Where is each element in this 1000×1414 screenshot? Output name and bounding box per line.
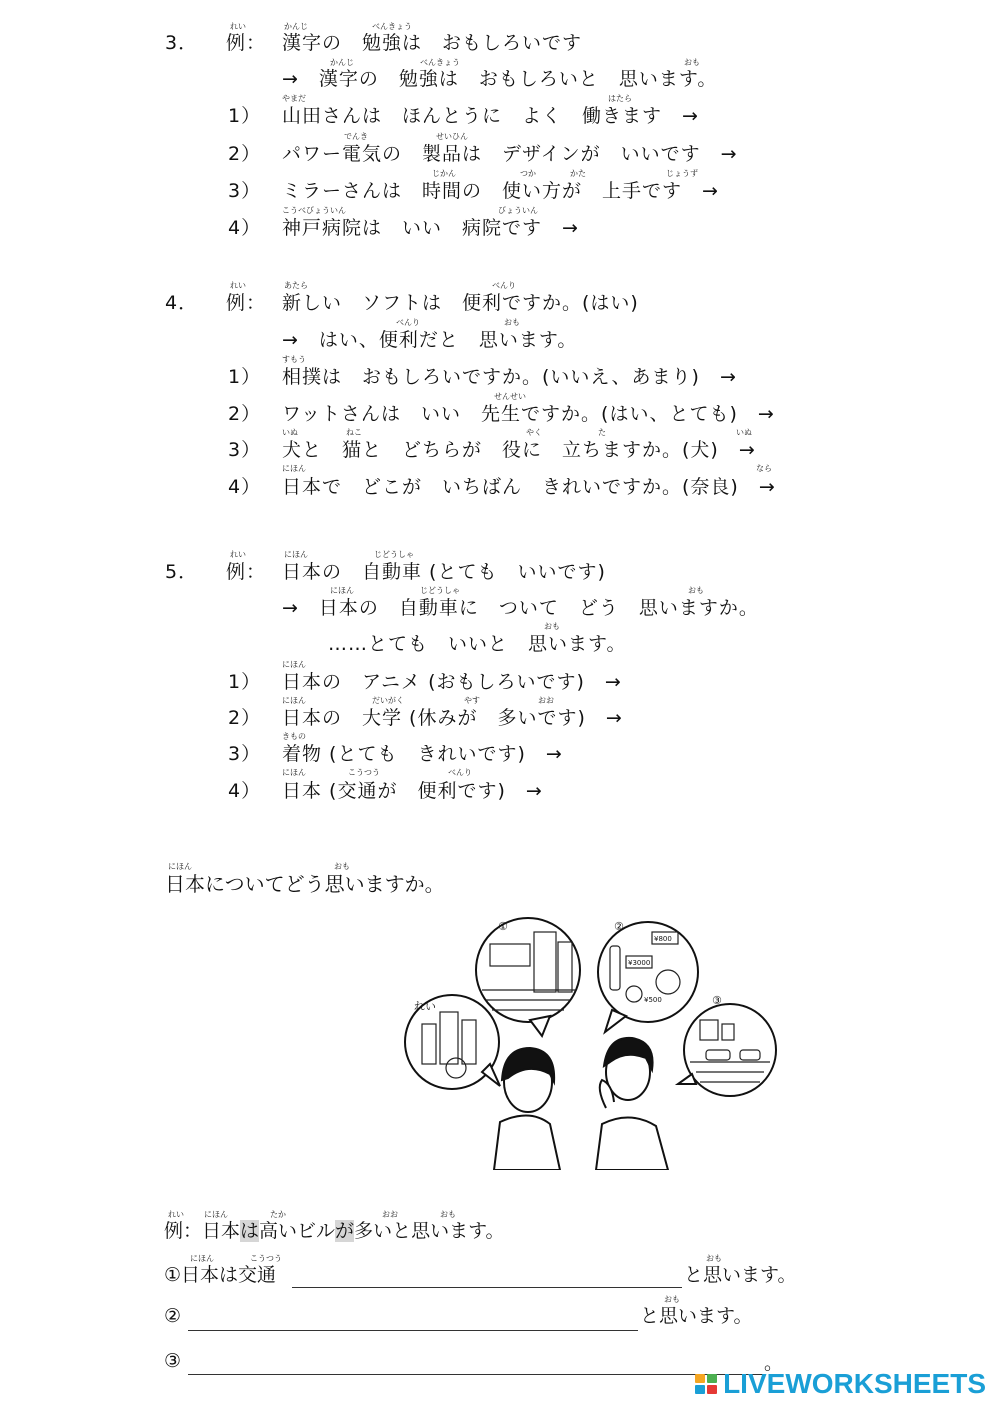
highlighted-particle: が: [335, 1220, 355, 1242]
logo-icon: [695, 1374, 719, 1394]
furigana: せいひん: [436, 132, 468, 141]
furigana: にほん: [282, 660, 306, 669]
furigana: れい: [168, 1210, 184, 1219]
furigana: せんせい: [494, 392, 526, 401]
furigana: べんり: [448, 768, 472, 777]
furigana: こうつう: [348, 768, 380, 777]
furigana: やまだ: [282, 94, 306, 103]
item-sentence: 日本 (交通が 便利です) →: [282, 780, 543, 802]
answer-blank-3[interactable]: [188, 1374, 764, 1375]
furigana: かんじ: [284, 22, 308, 31]
item-sentence: 日本の アニメ (おもしろいです) →: [282, 671, 622, 693]
furigana: かんじ: [330, 58, 354, 67]
furigana: こうべびょういん: [282, 206, 346, 215]
furigana: つか: [520, 169, 536, 178]
furigana: きもの: [282, 732, 306, 741]
furigana: でんき: [344, 132, 368, 141]
illustration-label: ③: [712, 994, 722, 1007]
item-sentence: パワー電気の 製品は デザインが いいです →: [282, 143, 738, 165]
liveworksheets-logo[interactable]: [695, 1368, 986, 1400]
furigana: あたら: [284, 281, 308, 290]
furigana: おも: [688, 586, 704, 595]
furigana: おも: [334, 862, 350, 871]
example-label: 例：: [226, 32, 267, 54]
furigana: やす: [464, 696, 480, 705]
example-end: 多いと思います。: [354, 1220, 505, 1242]
item-number: 1）: [228, 671, 262, 693]
question-1-suffix: と思います。: [684, 1264, 797, 1286]
furigana: おも: [664, 1295, 680, 1304]
question-1-prefix: ①日本は交通: [164, 1264, 277, 1286]
furigana: おも: [440, 1210, 456, 1219]
furigana: やく: [526, 428, 542, 437]
item-sentence: 山田さんは ほんとうに よく 働きます →: [282, 105, 699, 127]
item-sentence: ワットさんは いい 先生ですか。(はい、とても) →: [282, 403, 775, 425]
furigana: びょういん: [498, 206, 538, 215]
item-number: 1）: [228, 105, 262, 127]
furigana: おお: [382, 1210, 398, 1219]
furigana: にほん: [282, 464, 306, 473]
question-2-suffix: と思います。: [640, 1305, 753, 1327]
item-number: 3）: [228, 743, 262, 765]
example-answer: → はい、便利だと 思います。: [282, 329, 578, 351]
item-number: 3）: [228, 180, 262, 202]
section-number: 5．: [165, 561, 199, 583]
furigana: ねこ: [346, 428, 362, 437]
illustration-label: ②: [614, 920, 624, 933]
furigana: た: [598, 428, 606, 437]
furigana: だいがく: [372, 696, 404, 705]
furigana: にほん: [282, 696, 306, 705]
furigana: れい: [230, 550, 246, 559]
example-sentence: 新しい ソフトは 便利ですか。(はい): [282, 292, 639, 314]
item-number: 2）: [228, 143, 262, 165]
example-mid: 高いビル: [259, 1220, 336, 1242]
item-number: 2）: [228, 707, 262, 729]
section-number: 4．: [165, 292, 199, 314]
logo-text: LIVEWORKSHEETS: [723, 1368, 986, 1399]
example-reply: ……とても いいと 思います。: [328, 633, 627, 655]
item-sentence: 神戸病院は いい 病院です →: [282, 217, 579, 239]
furigana: いぬ: [736, 428, 752, 437]
item-number: 3）: [228, 439, 262, 461]
question-3-prefix: ③: [164, 1350, 182, 1372]
highlighted-particle: は: [240, 1220, 260, 1242]
question-2-prefix: ②: [164, 1305, 182, 1327]
item-number: 1）: [228, 366, 262, 388]
example-sentence: 漢字の 勉強は おもしろいです: [282, 32, 583, 54]
furigana: じょうず: [666, 169, 698, 178]
furigana: にほん: [330, 586, 354, 595]
furigana: はたら: [608, 94, 632, 103]
furigana: にほん: [168, 862, 192, 871]
furigana: にほん: [204, 1210, 228, 1219]
section-number: 3．: [165, 32, 199, 54]
furigana: にほん: [190, 1254, 214, 1263]
item-number: 4）: [228, 476, 262, 498]
illustration-label: ①: [498, 920, 508, 933]
furigana: べんり: [396, 318, 420, 327]
furigana: たか: [270, 1210, 286, 1219]
furigana: じどうしゃ: [374, 550, 414, 559]
furigana: べんきょう: [420, 58, 460, 67]
furigana: おも: [544, 622, 560, 631]
furigana: おも: [706, 1254, 722, 1263]
question-heading: 日本についてどう思いますか。: [165, 872, 445, 896]
furigana: おも: [504, 318, 520, 327]
example-prefix: 例：日本: [164, 1220, 241, 1242]
example-answer: → 漢字の 勉強は おもしろいと 思います。: [282, 68, 718, 90]
furigana: れい: [230, 281, 246, 290]
furigana: べんきょう: [372, 22, 412, 31]
item-number: 2）: [228, 403, 262, 425]
furigana: れい: [230, 22, 246, 31]
price-tag: ¥3000: [628, 959, 651, 967]
furigana: いぬ: [282, 428, 298, 437]
conversation-illustration: [400, 912, 790, 1170]
answer-blank-1[interactable]: [292, 1287, 682, 1288]
item-sentence: 日本で どこが いちばん きれいですか。(奈良) →: [282, 476, 776, 498]
furigana: こうつう: [250, 1254, 282, 1263]
furigana: なら: [756, 464, 772, 473]
item-sentence: ミラーさんは 時間の 使い方が 上手です →: [282, 180, 719, 202]
exercise-example: [164, 1220, 505, 1242]
example-answer: → 日本の 自動車に ついて どう 思いますか。: [282, 597, 759, 619]
furigana: じかん: [432, 169, 456, 178]
item-sentence: 相撲は おもしろいですか。(いいえ、あまり) →: [282, 366, 737, 388]
item-number: 4）: [228, 217, 262, 239]
item-sentence: 日本の 大学 (休みが 多いです) →: [282, 707, 623, 729]
question-3-suffix: 。: [764, 1352, 784, 1374]
price-tag: ¥800: [654, 935, 672, 943]
price-tag: ¥500: [644, 996, 662, 1004]
furigana: にほん: [284, 550, 308, 559]
furigana: べんり: [492, 281, 516, 290]
furigana: すもう: [282, 355, 306, 364]
furigana: にほん: [282, 768, 306, 777]
furigana: かた: [570, 169, 586, 178]
furigana: おお: [538, 696, 554, 705]
furigana: おも: [684, 58, 700, 67]
answer-blank-2[interactable]: [188, 1330, 638, 1331]
illustration-label: れい: [414, 1000, 436, 1013]
example-label: 例：: [226, 292, 267, 314]
example-sentence: 日本の 自動車 (とても いいです): [282, 561, 606, 583]
furigana: じどうしゃ: [420, 586, 460, 595]
item-sentence: 犬と 猫と どちらが 役に 立ちますか。(犬) →: [282, 439, 756, 461]
example-label: 例：: [226, 561, 267, 583]
item-number: 4）: [228, 780, 262, 802]
item-sentence: 着物 (とても きれいです) →: [282, 743, 563, 765]
